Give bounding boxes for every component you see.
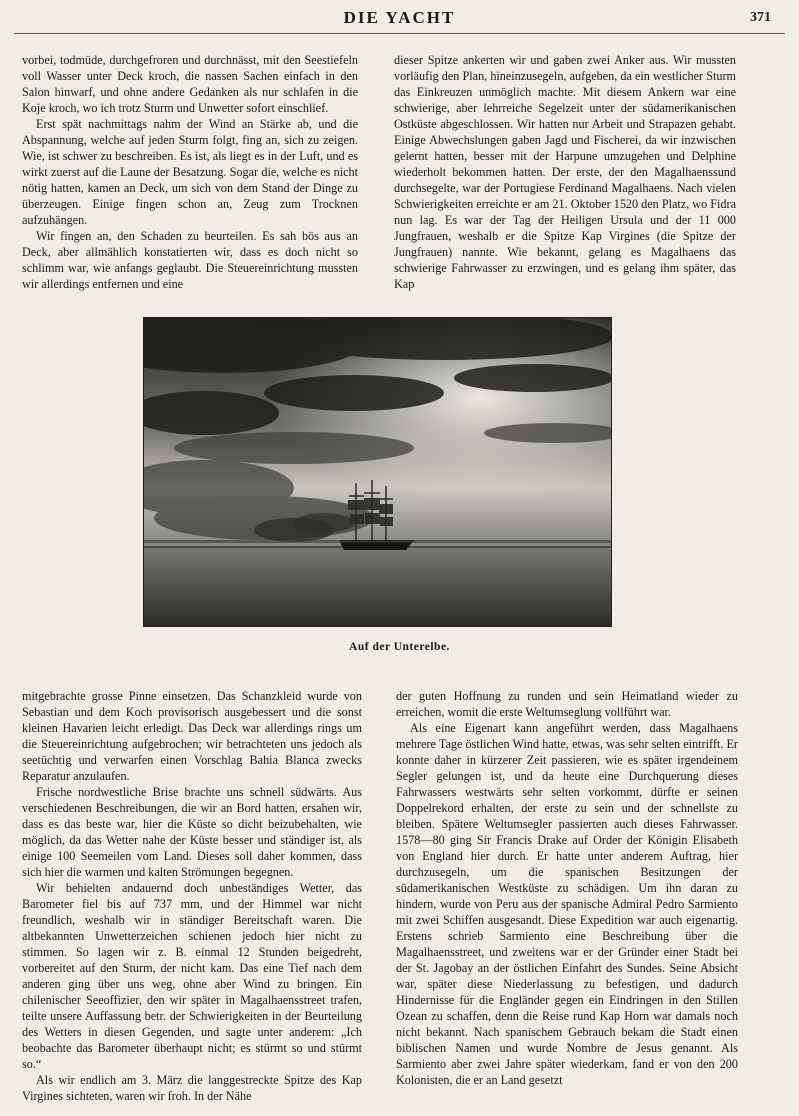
paragraph: Als wir endlich am 3. März die langgestreckte Spitze des Kap Virgines sichteten, waren wir froh. In der Nähe (22, 1073, 362, 1103)
column-top-left (22, 52, 358, 292)
paragraph: Erst spät nachmittags nahm der Wind an Stärke ab, und die Abspannung, welche auf jeden Sturm folgt, fing an, sich zu zeigen. Wie, ist schwer zu beschreiben. Es ist, als liegt es in der Luft, und es wirkt zuerst auf die Laune der Besatzung. Sogar die, welche es nicht nötig hatten, kamen an Deck, um sich von dem Stand der Dinge zu überzeugen. Einige fingen schon an, Zeug zum Trocknen aufzuhängen. (22, 117, 358, 227)
paragraph: dieser Spitze ankerten wir und gaben zwei Anker aus. Wir mussten vorläufig den Plan, hineinzusegeln, aufgeben, da ein westlicher Sturm das Einkreuzen unmöglich machte. Mit diesem Ankern war eine schwierige, aber lehrreiche Segelzeit unter der südamerikanischen Ostküste abgeschlossen. Wir hatten nur Arbeit und Strapazen gehabt. Einige Abwechslungen gaben Jagd und Fischerei, da wir inzwischen gelernt hatten, besser mit der Harpune umzugehen und Delphine wiederholt bekommen hatten. Der erste, der den Magalhaenssund durchsegelte, war der Portugiese Ferdinand Magalhaens. Nach vielen Schwierigkeiten erreichte er am 21. Oktober 1520 den Platz, wo Fidra nun lag. Es war der Tag der Heiligen Ursula und der 11 000 Jungfrauen, weshalb er die Spitze Kap Virgines (die Spitze der Jungfrauen) nannte. Wie bekannt, gelang es Magalhaens das schwierige Fahrwasser zu erzwingen, und es gelang ihm später, das Kap (394, 53, 736, 291)
paragraph: mitgebrachte grosse Pinne einsetzen. Das Schanzkleid wurde von Sebastian und dem Koch provisorisch ausgebessert und die sonst kleinen Havarien leicht erledigt. Das Deck war allerdings rings um die Steuereinrichtung aufgebrochen; wir betrachteten uns jedoch als seetüchtig und verwarfen einen Vorschlag Bahia Blanca zwecks Reparatur anzulaufen. (22, 689, 362, 783)
paragraph: Frische nordwestliche Brise brachte uns schnell südwärts. Aus verschiedenen Beschreibungen, die wir an Bord hatten, ersahen wir, dass es das beste war, hier die Küste so dicht beizubehalten, wie möglich, da das Wetter nahe der Küste besser und ständiger ist, als einige 100 Seemeilen vom Land. Dieses soll daher kommen, dass sich hier die warmen und kalten Strömungen begegnen. (22, 785, 362, 879)
paragraph: vorbei, todmüde, durchgefroren und durchnässt, mit den Seestiefeln voll Wasser unter Deck kroch, die nassen Sachen einfach in den Salon hinwarf, und ohne andere Gedanken als nur schlafen in die Koje kroch, wo ich trotz Sturm und Unwetter sofort einschlief. (22, 53, 358, 115)
journal-title: DIE YACHT (343, 8, 456, 27)
header-rule (14, 33, 785, 34)
figure-caption: Auf der Unterelbe. (349, 641, 450, 653)
column-bottom-right (396, 688, 738, 1088)
sailing-ship-photo-icon (144, 318, 611, 626)
paragraph: der guten Hoffnung zu runden und sein Heimatland wieder zu erreichen, womit die erste Weltumseglung vollführt war. (396, 689, 738, 719)
paragraph: Als eine Eigenart kann angeführt werden, dass Magalhaens mehrere Tage östlichen Wind hatte, etwas, was sehr selten eintrifft. Er konnte daher in kürzerer Zeit passieren, wie es später irgendeinem Segler gelungen ist, und da heute eine Durchquerung dieses Fahrwassers westwärts sehr selten vorkommt, dürfte er seinen Doppelrekord erhalten, der erste zu sein und der schnellste zu bleiben. Spätere Weltumsegler passierten auch dieses Fahrwasser. 1578—80 ging Sir Francis Drake auf Order der Königin Elisabeth von England hier durch. Er hatte unter anderem Auftrag, hier durchzusegeln, um die spanischen Besitzungen der südamerikanischen Westküste zu schädigen. Um ihn daran zu hindern, wurde von Peru aus der spanische Admiral Pedro Sarmiento mit zwei Schiffen ausgesandt. Diese Expedition war auch eigenartig. Erstens schrieb Sarmiento eine Beschreibung über die Magalhaensstreet, und zweitens war er der Gründer einer Stadt bei der St. Jagobay an der östlichen Einfahrt des Sundes. Seine Absicht war, später diese Niederlassung zu befestigen, und dadurch Hindernisse für die Engländer gegen ein Eindringen in den Stillen Ozean zu schaffen, denn die Reise rund Kap Horn war damals noch nicht bekannt. Nach spanischem Gebrauch bekam die Stadt einen biblischen Namen und wurde Nombre de Jesus genannt. Als Sarmiento aber zwei Jahre später wiederkam, fand er von den 200 Kolonisten, die er an Land gesetzt (396, 721, 738, 1087)
paragraph: Wir behielten andauernd doch unbeständiges Wetter, das Barometer fiel bis auf 737 mm, und der Himmel war nicht freundlich, weshalb wir in ständiger Bereitschaft waren. Die altbekannten Unwetterzeichen schienen jedoch hier nicht zu stimmen. So lagen wir z. B. einmal 12 Stunden beigedreht, vorbereitet auf den Sturm, der nicht kam. Das eine Tief nach dem anderen ging über uns weg, ohne aber Wind zu bringen. Ein chilenischer Seeoffizier, den wir später in Magalhaensstreet trafen, teilte unsere Auffassung betr. der Schwierigkeiten in der Beurteilung des Wetters in diesen Gegenden, und sagte unter anderem: „Ich beobachte das Barometer überhaupt nicht; es stürmt so und stürmt so.“ (22, 881, 362, 1071)
page-number: 371 (750, 10, 771, 25)
paragraph: Wir fingen an, den Schaden zu beurteilen. Es sah bös aus an Deck, aber allmählich konstatierten wir, dass es doch nicht so schlimm war, wie anfangs geglaubt. Die Steuereinrichtung mussten wir allerdings entfernen und eine (22, 229, 358, 291)
ship-photograph (143, 317, 612, 627)
running-header (20, 6, 779, 32)
column-bottom-left (22, 688, 362, 1104)
column-top-right (394, 52, 736, 292)
